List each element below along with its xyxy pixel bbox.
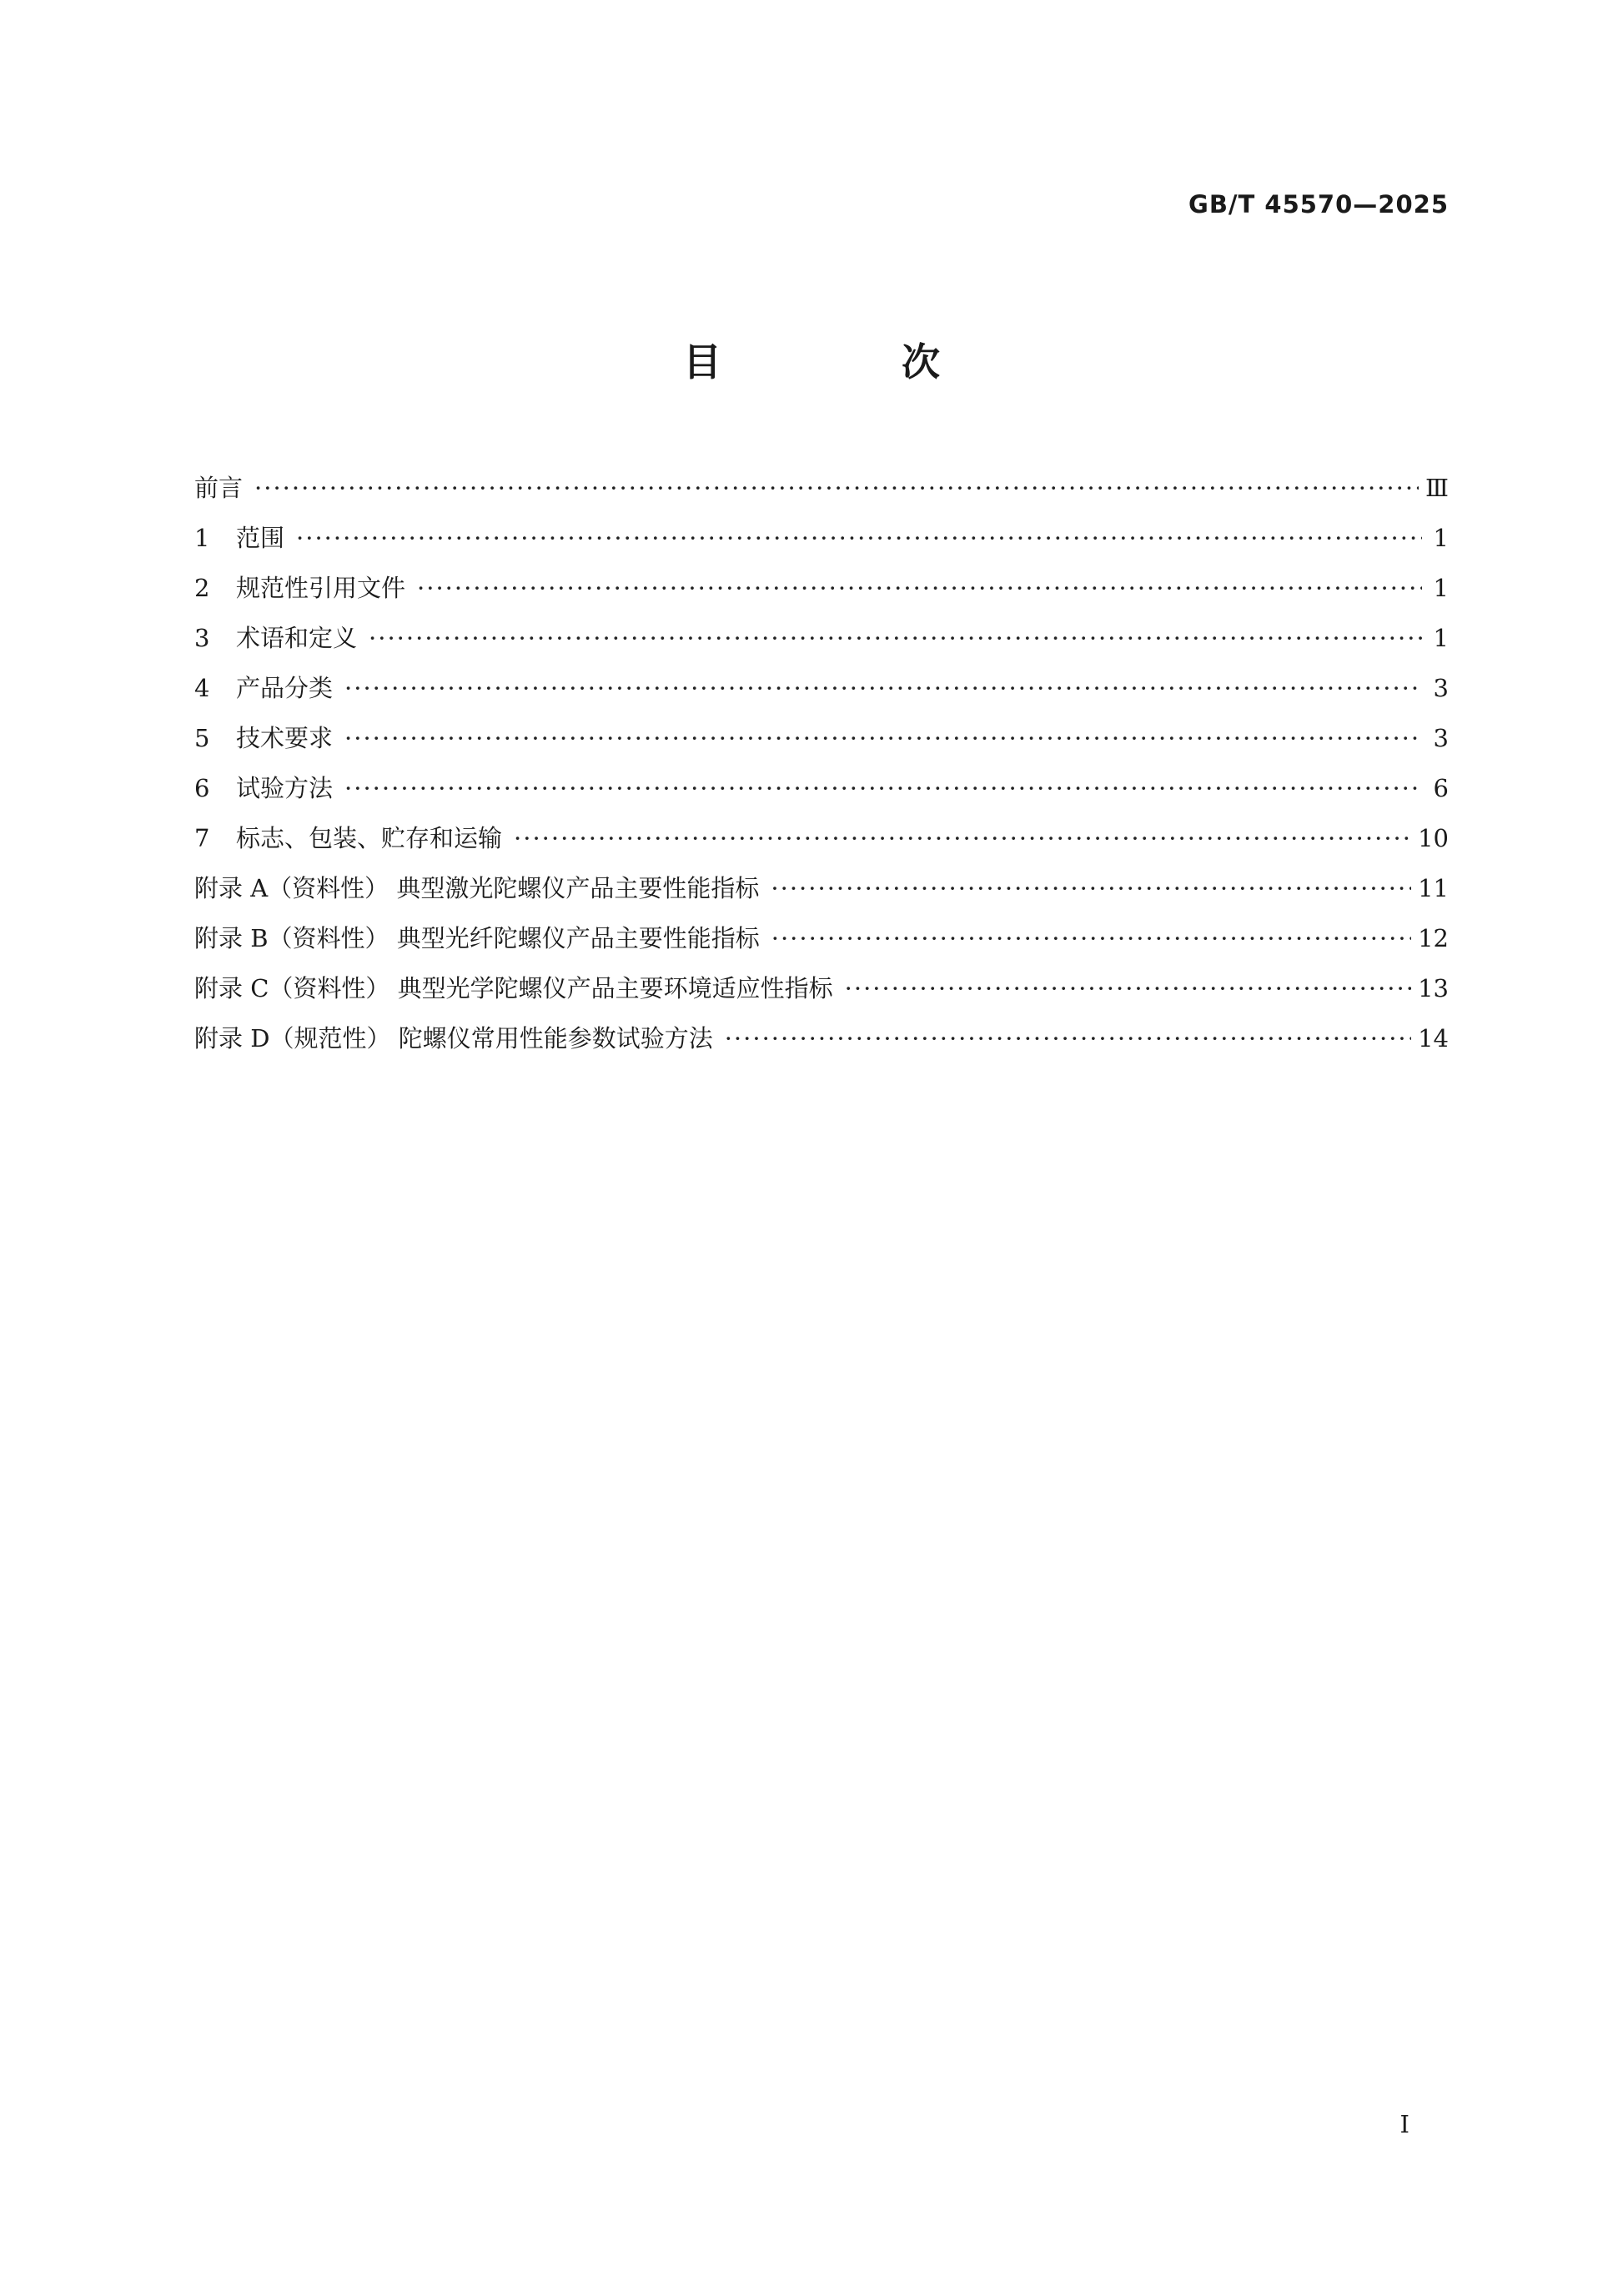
toc-entry-number: 2 (194, 574, 210, 602)
toc-entry-label: 范围 (236, 524, 285, 552)
toc-entry-page: 1 (1433, 624, 1449, 652)
toc-entry-number: 7 (194, 824, 210, 852)
toc-entry-label: 试验方法 (236, 774, 334, 802)
toc-entry-label: 附录 D（规范性） 陀螺仪常用性能参数试验方法 (194, 1024, 713, 1053)
toc-entry-label: 术语和定义 (236, 624, 358, 652)
toc-entry-number: 1 (194, 524, 210, 552)
toc-entry-label: 附录 C（资料性） 典型光学陀螺仪产品主要环境适应性指标 (194, 974, 833, 1002)
table-of-contents (194, 463, 1449, 1063)
toc-entry-label: 技术要求 (236, 724, 334, 752)
toc-leader-dots (417, 563, 1422, 613)
toc-entry-annex-c[interactable] (194, 963, 1449, 1013)
toc-leader-dots (344, 763, 1422, 813)
toc-entry-foreword[interactable] (194, 463, 1449, 513)
toc-leader-dots (725, 1013, 1411, 1063)
toc-entry-terms-definitions[interactable] (194, 613, 1449, 663)
toc-entry-page: 1 (1433, 524, 1449, 552)
toc-entry-classification[interactable] (194, 663, 1449, 713)
toc-leader-dots (771, 863, 1411, 913)
toc-leader-dots (514, 813, 1411, 863)
toc-entry-annex-b[interactable] (194, 913, 1449, 963)
toc-leader-dots (369, 613, 1422, 663)
toc-leader-dots (344, 713, 1422, 763)
toc-entry-page: 11 (1418, 874, 1449, 902)
toc-entry-page: 10 (1418, 824, 1449, 852)
toc-entry-label: 附录 A（资料性） 典型激光陀螺仪产品主要性能指标 (194, 874, 760, 902)
toc-entry-test-methods[interactable] (194, 763, 1449, 813)
toc-entry-label: 标志、包装、贮存和运输 (236, 824, 503, 852)
toc-leader-dots (344, 663, 1422, 713)
toc-entry-annex-a[interactable] (194, 863, 1449, 913)
toc-entry-page: 1 (1433, 574, 1449, 602)
toc-entry-page: Ⅲ (1425, 474, 1449, 502)
toc-entry-scope[interactable] (194, 513, 1449, 563)
toc-entry-label: 前言 (194, 474, 244, 502)
toc-leader-dots (296, 513, 1422, 563)
toc-entry-label: 产品分类 (236, 674, 334, 702)
toc-leader-dots (771, 913, 1411, 963)
toc-entry-label: 附录 B（资料性） 典型光纤陀螺仪产品主要性能指标 (194, 924, 760, 952)
toc-entry-number: 3 (194, 624, 210, 652)
toc-entry-page: 14 (1418, 1024, 1449, 1053)
standard-number: GB/T 45570—2025 (1188, 190, 1449, 219)
toc-entry-normative-references[interactable] (194, 563, 1449, 613)
toc-entry-page: 12 (1418, 924, 1449, 952)
toc-entry-number: 6 (194, 774, 210, 802)
toc-entry-page: 3 (1433, 724, 1449, 752)
toc-leader-dots (254, 463, 1419, 513)
toc-entry-page: 3 (1433, 674, 1449, 702)
page-number: I (1399, 2110, 1409, 2138)
toc-entry-requirements[interactable] (194, 713, 1449, 763)
toc-entry-label: 规范性引用文件 (236, 574, 406, 602)
toc-entry-marking-packaging[interactable] (194, 813, 1449, 863)
toc-entry-number: 4 (194, 674, 210, 702)
page-title: 目 次 (682, 339, 1023, 384)
toc-entry-annex-d[interactable] (194, 1013, 1449, 1063)
toc-entry-page: 6 (1433, 774, 1449, 802)
toc-entry-number: 5 (194, 724, 210, 752)
toc-entry-page: 13 (1418, 974, 1449, 1002)
toc-leader-dots (845, 963, 1411, 1013)
